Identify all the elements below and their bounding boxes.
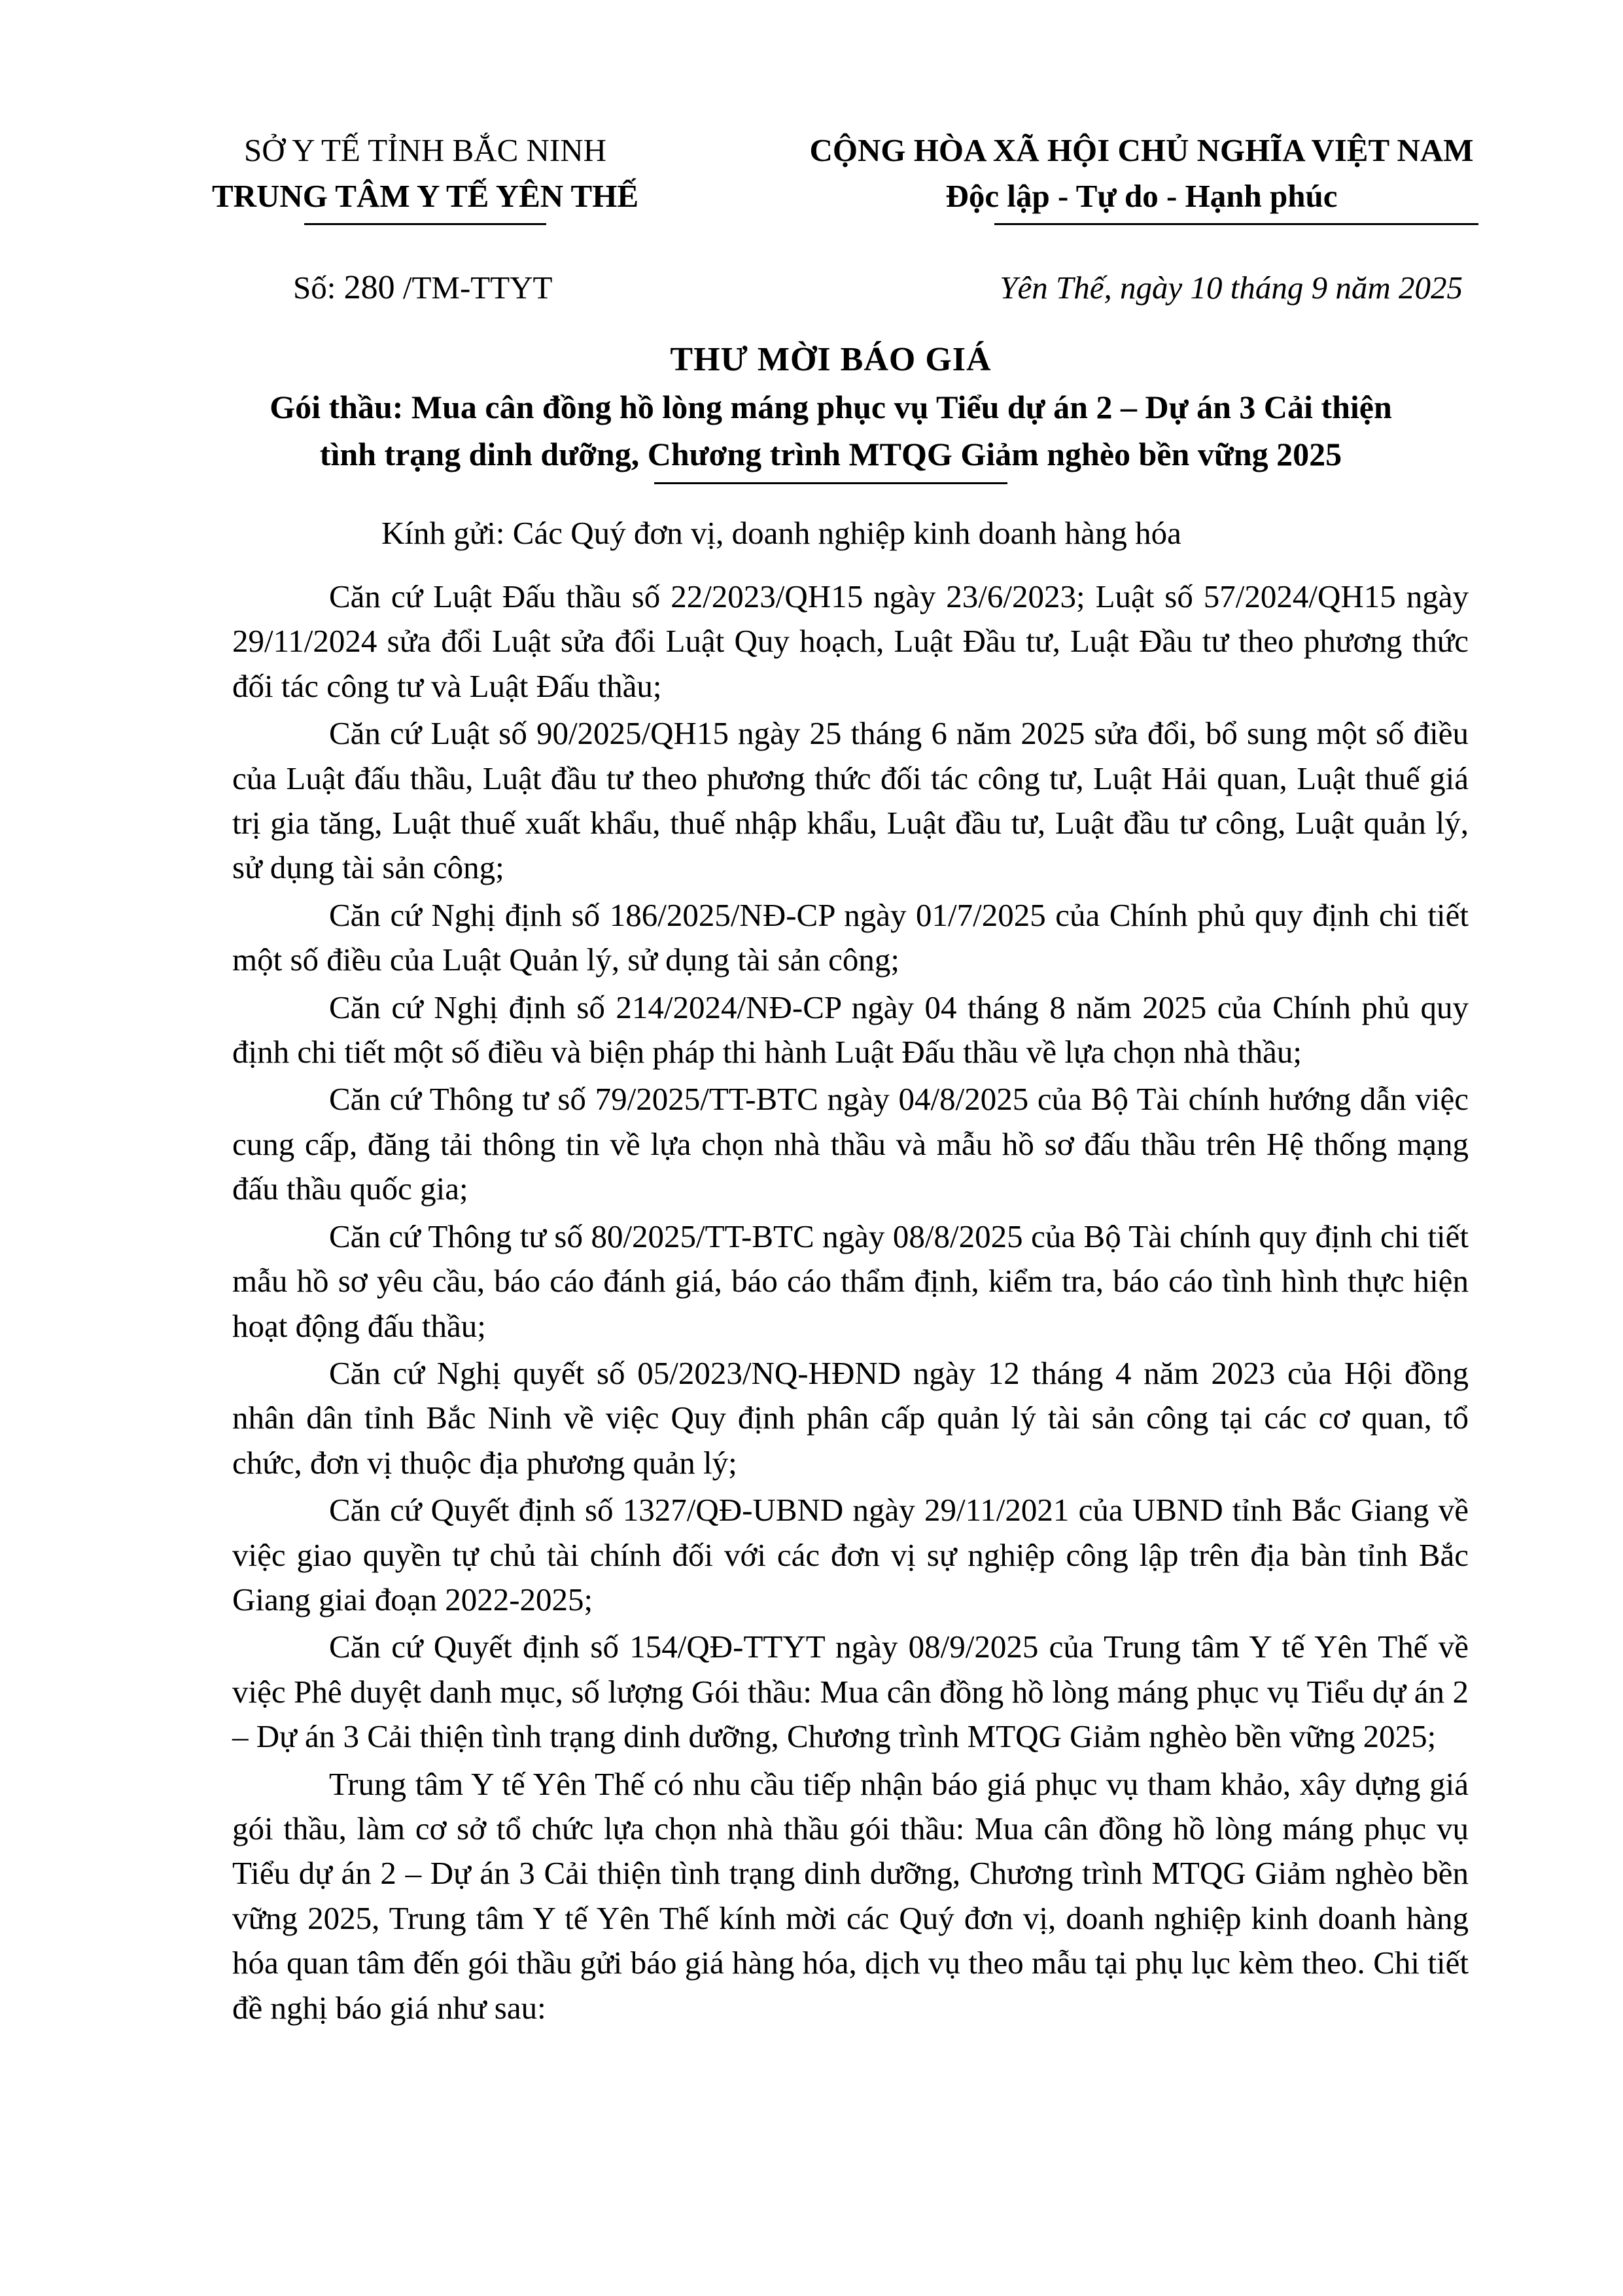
page-title: THƯ MỜI BÁO GIÁ [670, 341, 992, 378]
document-number-value: 280 [343, 269, 395, 306]
package-line-1: Gói thầu: Mua cân đồng hồ lòng máng phục vụ Tiểu dự án 2 – Dự án 3 Cải thiện [270, 389, 1392, 425]
national-motto-block [739, 128, 1544, 225]
package-line-2: tình trạng dinh dưỡng, Chương trình MTQG Giảm nghèo bền vững 2025 [319, 436, 1342, 472]
body-paragraph: Căn cứ Luật Đấu thầu số 22/2023/QH15 ngày 23/6/2023; Luật số 57/2024/QH15 ngày 29/11/2024 sửa đổi Luật sửa đổi Luật Quy hoạch, Luật Đầu tư, Luật Đầu tư theo phương thức đối tác công tư và Luật Đấu thầu; [232, 578, 1469, 704]
agency-underline [304, 223, 546, 225]
national-motto: Độc lập - Tự do - Hạnh phúc [945, 178, 1338, 214]
body-paragraph: Căn cứ Nghị định số 214/2024/NĐ-CP ngày 04 tháng 8 năm 2025 của Chính phủ quy định chi tiết một số điều và biện pháp thi hành Luật Đấu thầu về lựa chọn nhà thầu; [232, 989, 1469, 1070]
body-paragraph: Căn cứ Quyết định số 154/QĐ-TTYT ngày 08/9/2025 của Trung tâm Y tế Yên Thế về việc Phê duyệt danh mục, số lượng Gói thầu: Mua cân đồng hồ lòng máng phục vụ Tiểu dự án 2 – Dự án 3 Cải thiện tình trạng dinh dưỡng, Chương trình MTQG Giảm nghèo bền vững 2025; [232, 1629, 1469, 1755]
body-paragraph: Căn cứ Nghị quyết số 05/2023/NQ-HĐND ngày 12 tháng 4 năm 2023 của Hội đồng nhân dân tỉnh Bắc Ninh về việc Quy định phân cấp quản lý tài sản công tại các cơ quan, tổ chức, đơn vị thuộc địa phương quản lý; [232, 1354, 1469, 1481]
greeting: Kính gửi: Các Quý đơn vị, doanh nghiệp kinh doanh hàng hóa [381, 515, 1181, 551]
document-number-suffix: /TM-TTYT [402, 270, 553, 306]
document-date: Yên Thế, ngày 10 tháng 9 năm 2025 [1000, 270, 1463, 306]
body-paragraph: Căn cứ Quyết định số 1327/QĐ-UBND ngày 29/11/2021 của UBND tỉnh Bắc Giang về việc giao quyền tự chủ tài chính đối với các đơn vị sự nghiệp công lập trên địa bàn tỉnh Bắc Giang giai đoạn 2022-2025; [232, 1492, 1469, 1617]
body-paragraph: Trung tâm Y tế Yên Thế có nhu cầu tiếp nhận báo giá phục vụ tham khảo, xây dựng giá gói thầu, làm cơ sở tổ chức lựa chọn nhà thầu gói thầu: Mua cân đồng hồ lòng máng phục vụ Tiểu dự án 2 – Dự án 3 Cải thiện tình trạng dinh dưỡng, Chương trình MTQG Giảm nghèo bền vững 2025, Trung tâm Y tế Yên Thế kính mời các Quý đơn vị, doanh nghiệp kinh doanh hàng hóa quan tâm đến gói thầu gửi báo giá hàng hóa, dịch vụ theo mẫu tại phụ lục kèm theo. Chi tiết đề nghị báo giá như sau: [232, 1765, 1469, 2026]
document-number-prefix: Số: [293, 270, 336, 306]
parent-agency: SỞ Y TẾ TỈNH BẮC NINH [244, 132, 606, 168]
body-paragraph: Căn cứ Thông tư số 80/2025/TT-BTC ngày 08/8/2025 của Bộ Tài chính quy định chi tiết mẫu hồ sơ yêu cầu, báo cáo đánh giá, báo cáo thẩm định, kiểm tra, báo cáo tình hình thực hiện hoạt động đấu thầu; [232, 1218, 1469, 1344]
document-number [293, 265, 553, 311]
body-paragraph: Căn cứ Thông tư số 79/2025/TT-BTC ngày 04/8/2025 của Bộ Tài chính hướng dẫn việc cung cấp, đăng tải thông tin về lựa chọn nhà thầu và mẫu hồ sơ đấu thầu trên Hệ thống mạng đấu thầu quốc gia; [232, 1081, 1469, 1207]
title-underline [654, 482, 1007, 484]
body-paragraph: Căn cứ Luật số 90/2025/QH15 ngày 25 tháng 6 năm 2025 sửa đổi, bổ sung một số điều của Luật đấu thầu, Luật đầu tư theo phương thức đối tác công tư, Luật Hải quan, Luật thuế giá trị gia tăng, Luật thuế xuất khẩu, thuế nhập khẩu, Luật đầu tư, Luật đầu tư công, Luật quản lý, sử dụng tài sản công; [232, 715, 1469, 886]
title-block [196, 337, 1465, 484]
body-paragraph: Căn cứ Nghị định số 186/2025/NĐ-CP ngày 01/7/2025 của Chính phủ quy định chi tiết một số điều của Luật Quản lý, sử dụng tài sản công; [232, 896, 1469, 978]
motto-underline [994, 223, 1478, 225]
issuing-agency-block [164, 128, 687, 225]
national-title: CỘNG HÒA XÃ HỘI CHỦ NGHĨA VIỆT NAM [809, 132, 1474, 168]
letter-body [232, 574, 1469, 2033]
issuing-agency: TRUNG TÂM Y TẾ YÊN THẾ [211, 178, 639, 214]
